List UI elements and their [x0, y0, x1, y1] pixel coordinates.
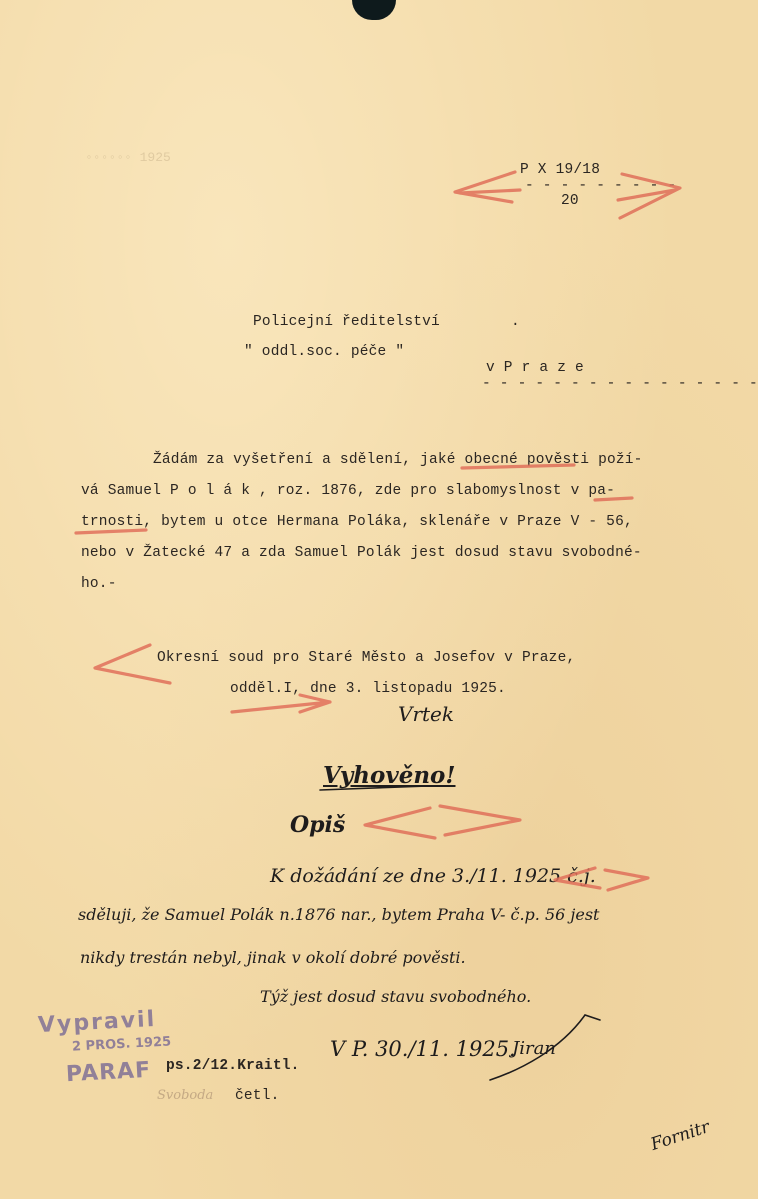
clerk-ps: ps.2/12.Kraitl.	[166, 1058, 300, 1074]
handwritten-reply-line-3: nikdy trestán nebyl, jinak v okolí dobré pověsti.	[80, 948, 466, 967]
court-name: Okresní soud pro Staré Město a Josefov v Praze,	[157, 650, 576, 666]
red-underline-patrnosti-1	[595, 498, 632, 500]
handwritten-reply-line-2: sděluji, že Samuel Polák n.1876 nar., bytem Praha V- č.p. 56 jest	[78, 905, 600, 924]
clerk-signature: Svoboda	[157, 1088, 214, 1103]
stamp-paraf: PARAF	[65, 1057, 152, 1088]
body-line-1: Žádám za vyšetření a sdělení, jaké obecné pověsti poží-	[153, 452, 643, 468]
red-arrow-left-court	[95, 645, 170, 683]
addressee-office: Policejní ředitelství	[253, 314, 440, 330]
red-arrow-reply	[555, 868, 648, 890]
body-line-5: ho.-	[81, 576, 117, 592]
body-line-3: trnosti, bytem u otce Hermana Poláka, sklenáře v Praze V - 56,	[81, 514, 633, 530]
handwritten-reply-line-1: K dožádání ze dne 3./11. 1925 č.j.	[270, 865, 596, 887]
court-date: odděl.I, dne 3. listopadu 1925.	[230, 681, 506, 697]
red-arrow-opis-right	[440, 806, 520, 835]
reference-number: P X 19/18	[520, 162, 601, 178]
body-line-4: nebo v Žatecké 47 a zda Samuel Polák jest dosud stavu svobodné-	[81, 545, 642, 561]
body-line-2: vá Samuel P o l á k , roz. 1876, zde pro slabomyslnost v pa-	[81, 483, 616, 499]
red-underline-patrnosti-2	[76, 530, 146, 533]
addressee-department: " oddl.soc. péče "	[244, 344, 405, 360]
addressee-dot: .	[511, 314, 520, 330]
city-underline: - - - - - - - - - - - - - - - -	[482, 376, 758, 392]
reference-sub: 20	[561, 193, 579, 209]
clerk-cetl: četl.	[235, 1088, 280, 1104]
red-stroke-top-1	[460, 190, 520, 193]
reply-sign-flourish	[490, 1015, 600, 1080]
handwritten-vyhoveno: Vyhověno!	[323, 762, 456, 789]
addressee-city: v P r a z e	[486, 360, 584, 376]
faint-stamp-ghost: ◦◦◦◦◦◦ 1925	[85, 150, 171, 165]
red-underline-obecne	[462, 465, 574, 468]
red-arrow-left-top	[455, 172, 515, 202]
handwritten-reply-signature: Jiran	[512, 1038, 556, 1059]
stamp-date: 2 PROS. 1925	[71, 1034, 172, 1055]
handwritten-corner-signature: Fornitr	[648, 1117, 713, 1155]
handwritten-reply-date: V P. 30./11. 1925.	[330, 1037, 516, 1061]
handwritten-initial-signature: Vrtek	[398, 702, 454, 726]
handwritten-reply-line-4: Týž jest dosud stavu svobodného.	[260, 987, 532, 1006]
red-arrow-date	[232, 695, 330, 712]
red-arrow-opis-left	[365, 808, 435, 838]
reference-divider: - - - - - - - - -	[525, 178, 677, 194]
stamp-vypravil: Vypravil	[37, 1006, 157, 1039]
vyhoveno-underline	[320, 786, 428, 790]
handwritten-opis: Opiš	[290, 812, 346, 838]
